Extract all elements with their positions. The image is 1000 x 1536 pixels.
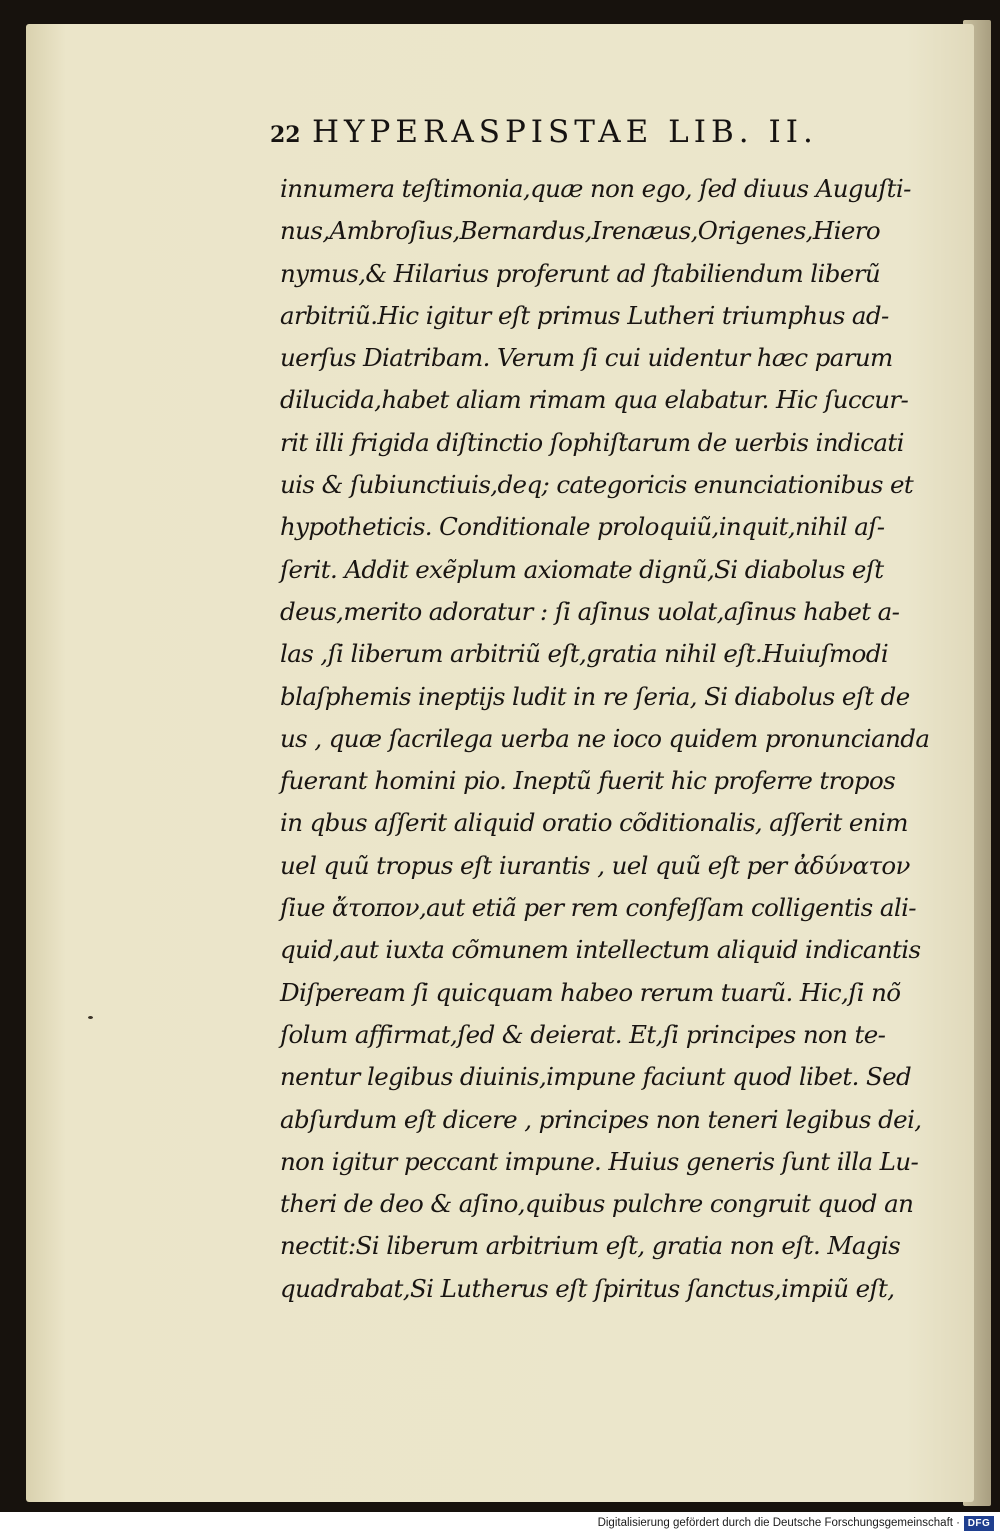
text-line: uerſus Diatribam. Verum ſi cui uidentur hæc parum <box>280 343 893 373</box>
text-line: uis & ſubiunctiuis,deq; categoricis enunciationibus et <box>280 470 914 500</box>
text-line: non igitur peccant impune. Huius generis ſunt illa Lu- <box>280 1146 919 1176</box>
text-line: deus,merito adoratur : ſi aſinus uolat,aſinus habet a- <box>280 596 900 626</box>
text-line: theri de deo & aſino,quibus pulchre congruit quod an <box>280 1189 914 1219</box>
footer-credit: Digitalisierung gefördert durch die Deutsche Forschungsgemeinschaft · <box>597 1517 960 1529</box>
text-line: us , quæ ſacrilega uerba ne ioco quidem pronuncianda <box>280 723 930 753</box>
text-line: quid,aut iuxta cõmunem intellectum aliquid indicantis <box>280 935 921 965</box>
text-line: hypotheticis. Conditionale proloquiũ,inquit,nihil aſ- <box>280 512 885 542</box>
body-text <box>280 168 940 1310</box>
text-line: nus,Ambroſius,Bernardus,Irenæus,Origenes,Hiero <box>280 216 881 246</box>
text-line: nentur legibus diuinis,impune faciunt quod libet. Sed <box>280 1062 912 1092</box>
text-line: abſurdum eſt dicere , principes non teneri legibus dei, <box>280 1104 922 1134</box>
text-line: nectit:Si liberum arbitrium eſt, gratia non eſt. Magis <box>280 1231 901 1261</box>
text-line: in qbus aſſerit aliquid oratio cõditionalis, aſſerit enim <box>280 808 908 838</box>
text-line: las ,ſi liberum arbitriũ eſt,gratia nihil eſt.Huiuſmodi <box>280 639 889 669</box>
text-line: rit illi frigida diſtinctio ſophiſtarum de uerbis indicati <box>280 427 904 457</box>
text-line: uel quũ tropus eſt iurantis , uel quũ eſt per ἀδύνατον <box>280 850 910 880</box>
text-line: nymus,& Hilarius proferunt ad ſtabiliendum liberũ <box>280 258 881 288</box>
ink-speck <box>88 1016 93 1019</box>
text-line: innumera teſtimonia,quæ non ego, ſed diuus Auguſti- <box>280 174 911 203</box>
text-line: dilucida,habet aliam rimam qua elabatur. Hic ſuccur- <box>280 385 909 415</box>
text-line: blaſphemis ineptijs ludit in re ſeria, Si diabolus eſt de <box>280 681 910 711</box>
text-line: fuerant homini pio. Ineptũ fuerit hic proferre tropos <box>280 766 896 796</box>
text-line: Diſpeream ſi quicquam habeo rerum tuarũ. Hic,ſi nõ <box>280 977 901 1007</box>
dfg-logo: DFG <box>964 1516 994 1531</box>
text-line: arbitriũ.Hic igitur eſt primus Lutheri triumphus ad- <box>280 300 889 330</box>
text-line: ſiue ἄτοπον,aut etiã per rem confeſſam colligentis ali- <box>280 893 916 923</box>
page-number: 22 <box>270 122 301 148</box>
footer-bar <box>0 1512 1000 1536</box>
text-line: ſerit. Addit exẽplum axiomate dignũ,Si diabolus eſt <box>280 554 884 584</box>
running-head <box>270 110 910 158</box>
running-head-title: HYPERASPISTAE LIB. II. <box>312 114 818 150</box>
text-line: ſolum affirmat,ſed & deierat. Et,ſi principes non te- <box>280 1019 886 1049</box>
faint-trace <box>296 1286 536 1312</box>
text-line: quadrabat,Si Lutherus eſt ſpiritus ſanctus,impiũ eſt, <box>280 1273 895 1303</box>
